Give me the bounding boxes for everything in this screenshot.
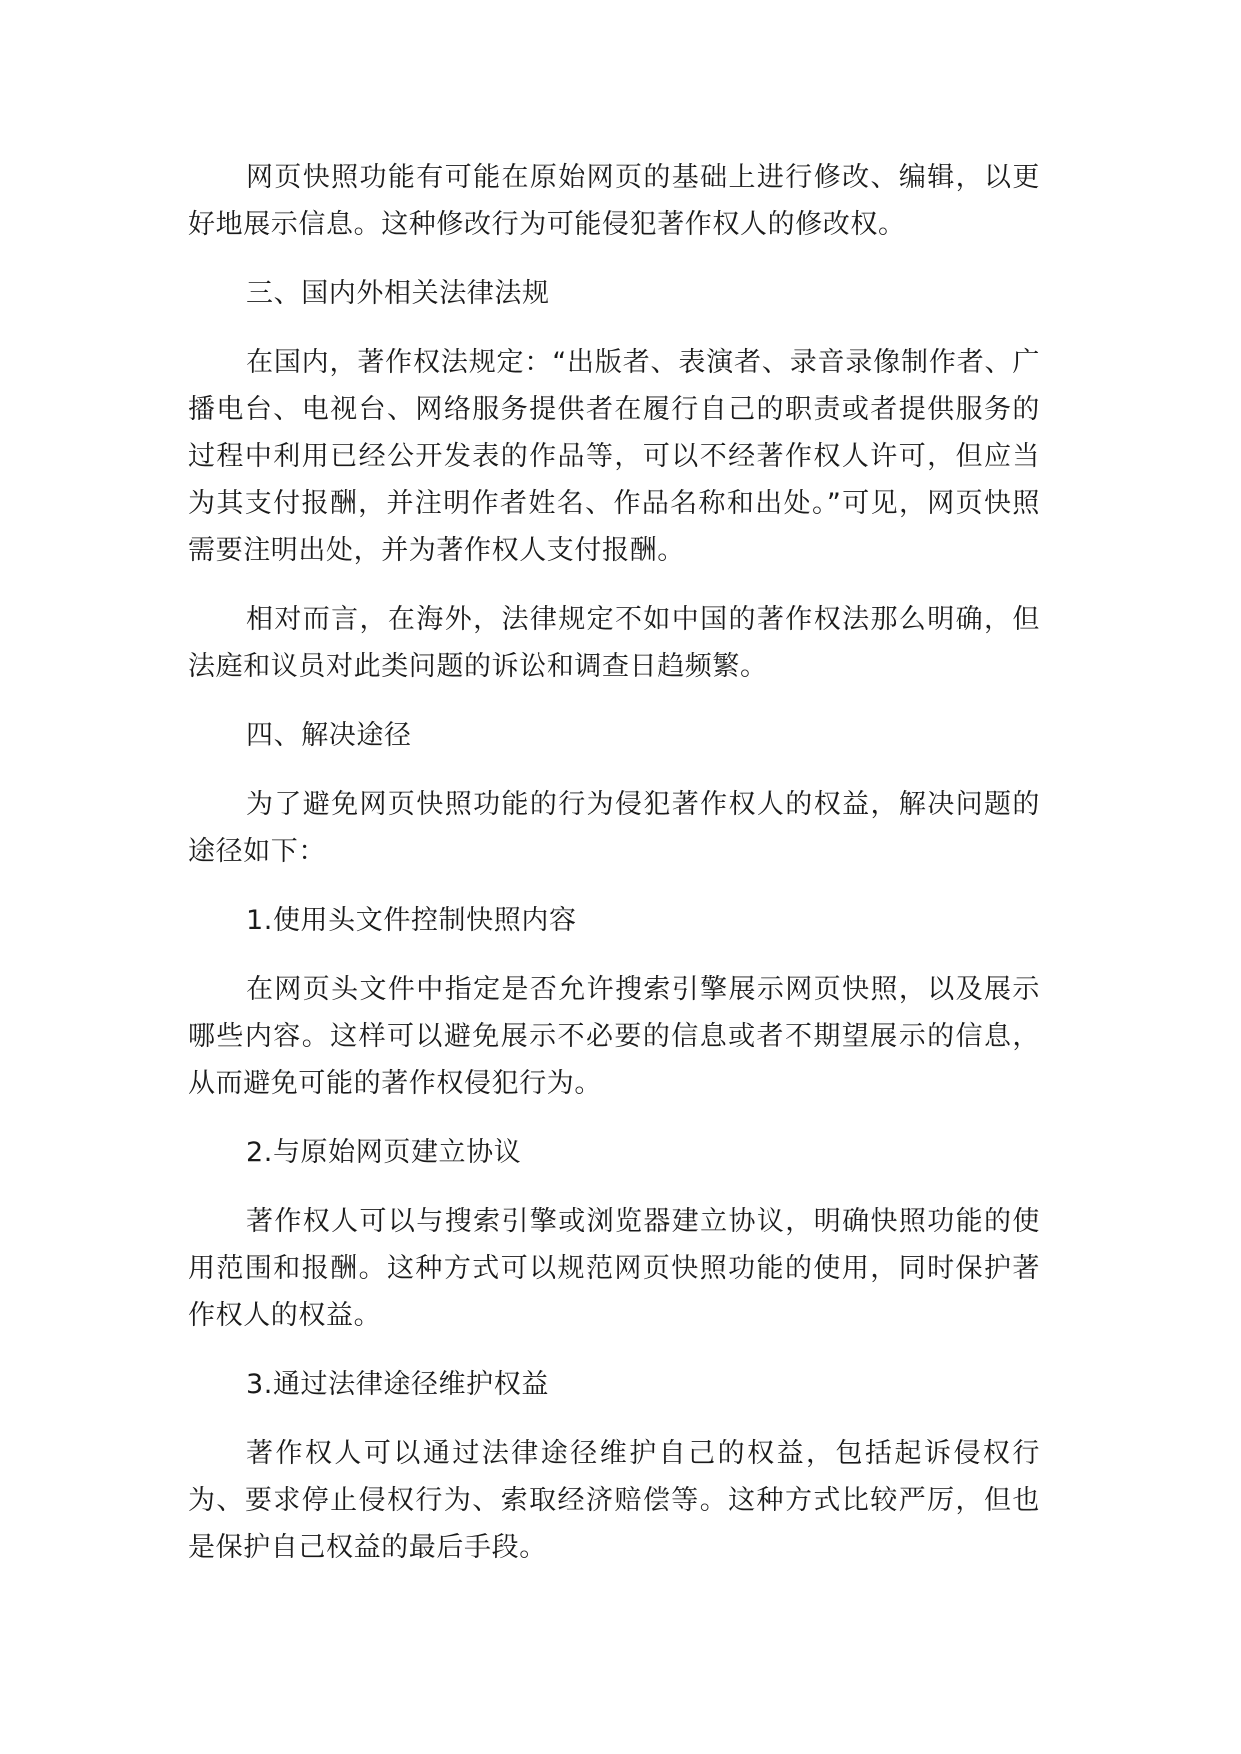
subheading-agreement: 2.与原始网页建立协议 xyxy=(246,1137,522,1168)
document-body xyxy=(188,154,1040,1593)
subheading-legal-route: 3.通过法律途径维护权益 xyxy=(246,1369,549,1400)
section-heading-solutions: 四、解决途径 xyxy=(246,720,412,751)
paragraph-legal-route: 著作权人可以通过法律途径维护自己的权益，包括起诉侵权行为、要求停止侵权行为、索取经济赔偿等。这种方式比较严厉，但也是保护自己权益的最后手段。 xyxy=(188,1438,1040,1563)
paragraph-overseas-law: 相对而言，在海外，法律规定不如中国的著作权法那么明确，但法庭和议员对此类问题的诉讼和调查日趋频繁。 xyxy=(188,604,1040,682)
section-heading-laws: 三、国内外相关法律法规 xyxy=(246,278,550,309)
subheading-header-file: 1.使用头文件控制快照内容 xyxy=(246,905,577,936)
paragraph-solutions-intro: 为了避免网页快照功能的行为侵犯著作权人的权益，解决问题的途径如下： xyxy=(188,789,1040,867)
paragraph-domestic-law: 在国内，著作权法规定：“出版者、表演者、录音录像制作者、广播电台、电视台、网络服务提供者在履行自己的职责或者提供服务的过程中利用已经公开发表的作品等，可以不经著作权人许可，但应当为其支付报酬，并注明作者姓名、作品名称和出处。”可见，网页快照需要注明出处，并为著作权人支付报酬。 xyxy=(188,347,1040,566)
paragraph-agreement: 著作权人可以与搜索引擎或浏览器建立协议，明确快照功能的使用范围和报酬。这种方式可以规范网页快照功能的使用，同时保护著作权人的权益。 xyxy=(188,1206,1040,1331)
paragraph-modification-right: 网页快照功能有可能在原始网页的基础上进行修改、编辑，以更好地展示信息。这种修改行为可能侵犯著作权人的修改权。 xyxy=(188,162,1040,240)
paragraph-header-file: 在网页头文件中指定是否允许搜索引擎展示网页快照，以及展示哪些内容。这样可以避免展示不必要的信息或者不期望展示的信息，从而避免可能的著作权侵犯行为。 xyxy=(188,974,1040,1099)
